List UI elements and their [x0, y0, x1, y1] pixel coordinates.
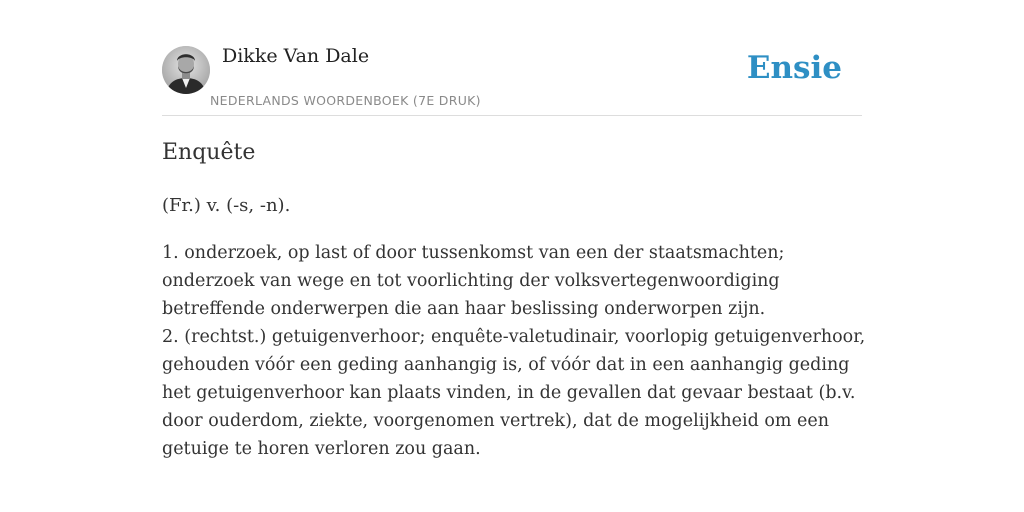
definition-item: 2. (rechtst.) getuigenverhoor; enquête-valetudinair, voorlopig getuigenverhoor, gehouden vóór een geding aanhangig is, of vóór dat in een aanhangig geding het getuigenverhoor kan plaats vinden, in de gevallen dat gevaar bestaat (b.v. door ouderdom, ziekte, voorgenomen vertrek), dat de mogelijkheid om een getuige te horen verloren zou gaan. — [162, 327, 866, 459]
definition-list — [162, 239, 867, 463]
author-avatar[interactable] — [162, 46, 210, 94]
definition-item: 1. onderzoek, op last of door tussenkomst van een der staatsmachten; onderzoek van wege en tot voorlichting der volksvertegenwoordiging betreffende onderwerpen die aan haar beslissing onderworpen zijn. — [162, 243, 785, 319]
author-name[interactable]: Dikke Van Dale — [222, 45, 370, 67]
entry-card — [162, 0, 866, 512]
grammar-note: (Fr.) v. (-s, -n). — [162, 195, 291, 216]
source-label[interactable]: NEDERLANDS WOORDENBOEK (7E DRUK) — [210, 93, 481, 108]
portrait-icon — [162, 46, 210, 94]
entry-header — [162, 0, 862, 116]
entry-title: Enquête — [162, 140, 256, 165]
brand-logo[interactable]: Ensie — [746, 50, 842, 86]
